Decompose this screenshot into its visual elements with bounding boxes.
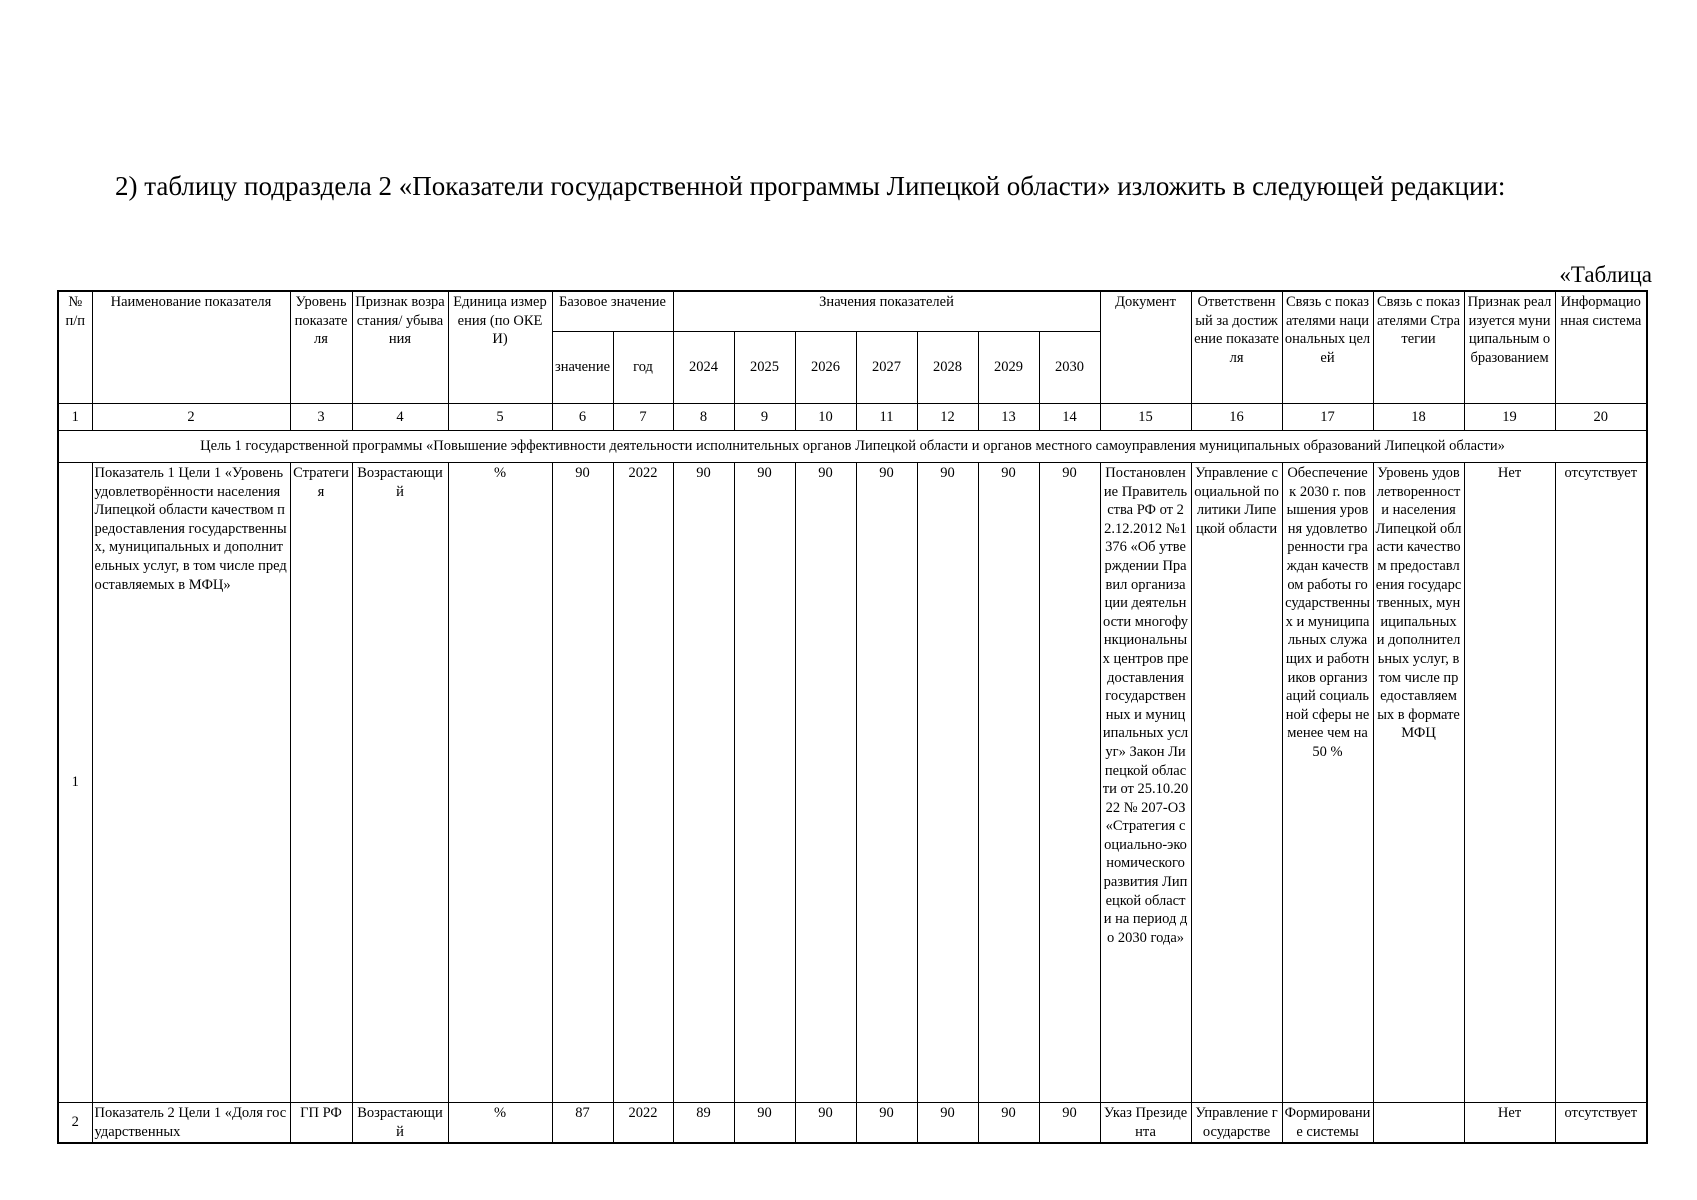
row-unit: % <box>448 463 552 1103</box>
header-resp: Ответственный за достижение показателя <box>1191 291 1282 404</box>
row-link-strategy: Уровень удовлетворенности населения Липецкой области качеством предоставления государственных, муниципальных и дополнительных услуг, в том числе предоставляемых в формате МФЦ <box>1373 463 1464 1103</box>
row-value: 90 <box>795 463 856 1103</box>
column-number: 10 <box>795 404 856 431</box>
column-number: 8 <box>673 404 734 431</box>
column-number: 17 <box>1282 404 1373 431</box>
row-level: Стратегия <box>290 463 352 1103</box>
header-base-year: год <box>613 332 673 404</box>
intro-text: 2) таблицу подраздела 2 «Показатели государственной программы Липецкой области» изложить в следующей редакции: <box>115 171 1506 201</box>
table-row <box>58 1103 1647 1144</box>
row-num: 2 <box>58 1103 92 1144</box>
column-number: 20 <box>1555 404 1647 431</box>
header-year: 2030 <box>1039 332 1100 404</box>
column-number: 3 <box>290 404 352 431</box>
row-base-year: 2022 <box>613 463 673 1103</box>
row-link-strategy <box>1373 1103 1464 1144</box>
row-link-national: Формирование системы <box>1282 1103 1373 1144</box>
header-values: Значения показателей <box>673 291 1100 332</box>
header-year: 2024 <box>673 332 734 404</box>
column-number: 2 <box>92 404 290 431</box>
column-number: 11 <box>856 404 917 431</box>
row-base-year: 2022 <box>613 1103 673 1144</box>
row-trend: Возрастающий <box>352 1103 448 1144</box>
row-name: Показатель 2 Цели 1 «Доля государственных <box>92 1103 290 1144</box>
header-link-strategy: Связь с показателями Стратегии <box>1373 291 1464 404</box>
row-trend: Возрастающий <box>352 463 448 1103</box>
column-number: 15 <box>1100 404 1191 431</box>
header-level: Уровень показателя <box>290 291 352 404</box>
row-value: 90 <box>734 463 795 1103</box>
column-number-row <box>58 404 1647 431</box>
column-number: 16 <box>1191 404 1282 431</box>
row-num: 1 <box>58 463 92 1103</box>
header-municipal: Признак реализуется муниципальным образованием <box>1464 291 1555 404</box>
row-base-value: 87 <box>552 1103 613 1144</box>
column-number: 5 <box>448 404 552 431</box>
row-doc: Указ Президента <box>1100 1103 1191 1144</box>
column-number: 19 <box>1464 404 1555 431</box>
header-name: Наименование показателя <box>92 291 290 404</box>
row-resp: Управление социальной политики Липецкой области <box>1191 463 1282 1103</box>
row-link-national: Обеспечение к 2030 г. повышения уровня удовлетворенности граждан качеством работы государственных и муниципальных служащих и работников организаций социальной сферы не менее чем на 50 % <box>1282 463 1373 1103</box>
column-number: 9 <box>734 404 795 431</box>
row-value: 90 <box>978 1103 1039 1144</box>
header-num: № п/п <box>58 291 92 404</box>
column-number: 12 <box>917 404 978 431</box>
header-doc: Документ <box>1100 291 1191 404</box>
table-caption: «Таблица <box>1559 262 1652 287</box>
row-municipal: Нет <box>1464 1103 1555 1144</box>
row-value: 90 <box>734 1103 795 1144</box>
row-value: 90 <box>1039 1103 1100 1144</box>
row-value: 90 <box>856 1103 917 1144</box>
row-unit: % <box>448 1103 552 1144</box>
column-number: 1 <box>58 404 92 431</box>
row-value: 90 <box>978 463 1039 1103</box>
header-unit: Единица измерения (по ОКЕИ) <box>448 291 552 404</box>
row-value: 89 <box>673 1103 734 1144</box>
header-row-1 <box>58 291 1647 332</box>
column-number: 6 <box>552 404 613 431</box>
header-link-national: Связь с показателями национальных целей <box>1282 291 1373 404</box>
header-trend: Признак возрастания/ убывания <box>352 291 448 404</box>
column-number: 18 <box>1373 404 1464 431</box>
header-year: 2025 <box>734 332 795 404</box>
row-resp: Управление государстве <box>1191 1103 1282 1144</box>
column-number: 13 <box>978 404 1039 431</box>
row-municipal: Нет <box>1464 463 1555 1103</box>
header-year: 2028 <box>917 332 978 404</box>
column-number: 4 <box>352 404 448 431</box>
row-base-value: 90 <box>552 463 613 1103</box>
row-value: 90 <box>795 1103 856 1144</box>
indicators-table <box>57 290 1648 1144</box>
column-number: 14 <box>1039 404 1100 431</box>
row-value: 90 <box>673 463 734 1103</box>
goal-row <box>58 431 1647 463</box>
table-row <box>58 463 1647 1103</box>
header-base-value: значение <box>552 332 613 404</box>
row-value: 90 <box>917 463 978 1103</box>
header-year: 2029 <box>978 332 1039 404</box>
header-infosys: Информационная система <box>1555 291 1647 404</box>
row-infosys: отсутствует <box>1555 463 1647 1103</box>
row-infosys: отсутствует <box>1555 1103 1647 1144</box>
column-number: 7 <box>613 404 673 431</box>
row-value: 90 <box>1039 463 1100 1103</box>
row-value: 90 <box>917 1103 978 1144</box>
row-level: ГП РФ <box>290 1103 352 1144</box>
header-year: 2026 <box>795 332 856 404</box>
row-value: 90 <box>856 463 917 1103</box>
goal-title: Цель 1 государственной программы «Повышение эффективности деятельности исполнительных органов Липецкой области и органов местного самоуправления муниципальных образований Липецкой области» <box>58 431 1647 463</box>
row-name: Показатель 1 Цели 1 «Уровень удовлетворённости населения Липецкой области качеством предоставления государственных, муниципальных и дополнительных услуг, в том числе предоставляемых в МФЦ» <box>92 463 290 1103</box>
header-year: 2027 <box>856 332 917 404</box>
row-doc: Постановление Правительства РФ от 22.12.2012 №1376 «Об утверждении Правил организации деятельности многофункциональных центров предоставления государственных и муниципальных услуг» Закон Липецкой области от 25.10.2022 № 207-ОЗ «Стратегия социально-экономического развития Липецкой области на период до 2030 года» <box>1100 463 1191 1103</box>
header-base: Базовое значение <box>552 291 673 332</box>
